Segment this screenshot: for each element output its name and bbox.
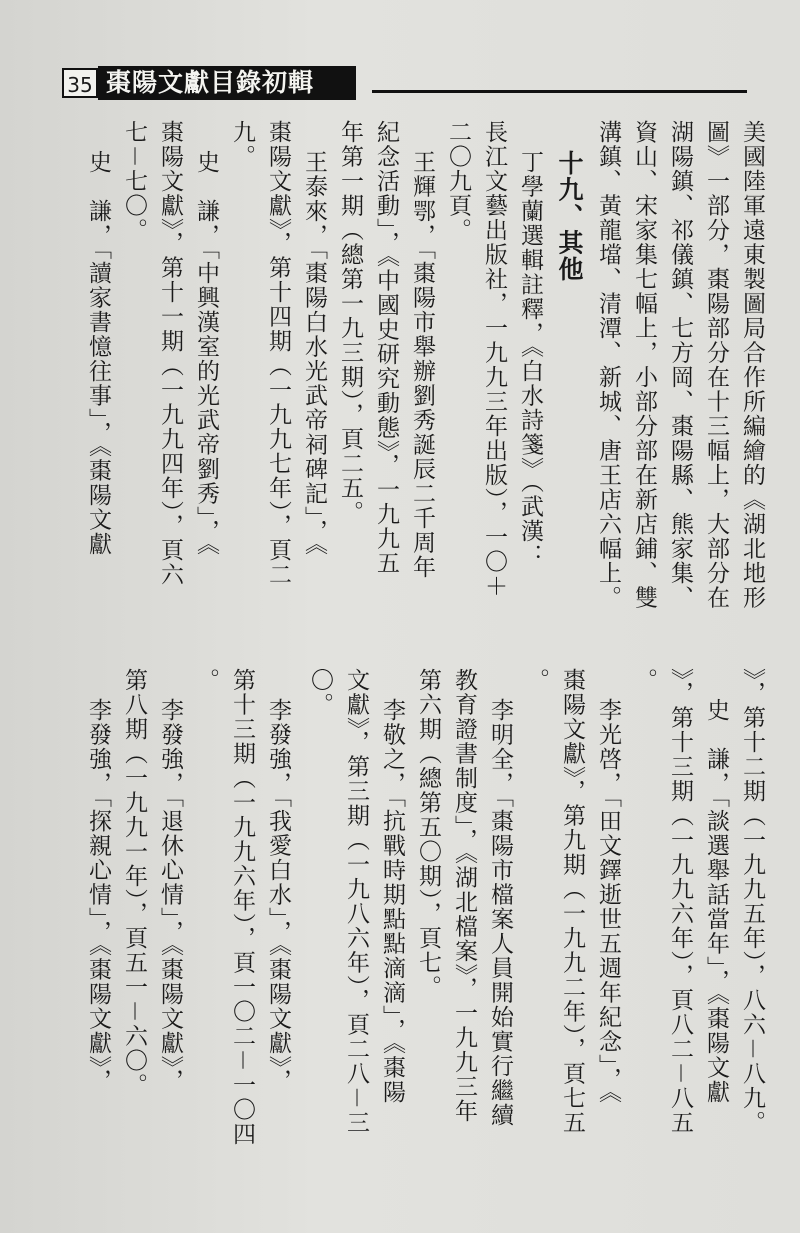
text-column: 丁學蘭選輯註釋，《白水詩箋》（武漢： [517,150,543,568]
text-column: 第六期（總第五〇期），頁七。 [415,668,441,1000]
text-column: 。 [631,668,657,693]
text-column: 〇。 [307,668,333,717]
running-title: 棗陽文獻目錄初輯 [98,66,356,100]
text-column: 湖陽鎮、祁儀鎮、七方岡、棗陽縣、熊家集、 [667,120,693,610]
text-column: 李明全，「棗陽市檔案人員開始實行繼續 [487,698,513,1128]
text-column: 紀念活動」，《中國史研究動態》，一九九五 [373,120,399,576]
text-column: 第十三期（一九九六年），頁一〇二－一〇四 [229,668,255,1147]
text-column: 王泰來，「棗陽白水光武帝祠碑記」，《 [301,150,327,557]
header-rule [372,90,747,93]
text-column: 棗陽文獻》，第十四期（一九九七年），頁二 [265,120,291,587]
text-column: 七－七〇。 [121,120,147,243]
text-column: 九。 [229,120,255,169]
text-column: 。 [193,668,219,693]
text-column: 史 謙，「讀家書憶往事」，《棗陽文獻 [85,150,111,557]
text-column: 二〇九頁。 [445,120,471,243]
text-column: 文獻》，第三期（一九八六年），頁二八－三 [343,668,369,1135]
text-column: 年第一期（總第一九三期），頁二五。 [337,120,363,525]
text-column: 李敬之，「抗戰時期點點滴滴」，《棗陽 [379,698,405,1105]
text-column: 圖》一部分，棗陽部分在十三幅上，大部分在 [703,120,729,610]
text-column: 史 謙，「談選舉話當年」，《棗陽文獻 [703,698,729,1105]
text-column: 李發強，「退休心情」，《棗陽文獻》， [157,698,183,1093]
text-column: 。 [523,668,549,693]
page-number: 35 [62,68,98,98]
text-column: 第八期（一九九一年），頁五一－六〇。 [121,668,147,1098]
text-column: 李發強，「我愛白水」，《棗陽文獻》， [265,698,291,1093]
text-column: 史 謙，「中興漢室的光武帝劉秀」，《 [193,150,219,557]
text-column: 李光啓，「田文鐸逝世五週年紀念」，《 [595,698,621,1105]
text-column: 棗陽文獻》，第九期（一九九二年），頁七五 [559,668,585,1135]
text-column: 》，第十三期（一九九六年），頁八二－八五 [667,668,693,1135]
text-column: 》，第十二期（一九九五年），八六－八九。 [739,668,765,1135]
text-column: 美國陸軍遠東製圖局合作所編繪的《湖北地形 [739,120,765,610]
text-column: 教育證書制度」，《湖北檔案》，一九九三年 [451,668,477,1124]
text-column: 李發強，「探親心情」，《棗陽文獻》， [85,698,111,1093]
text-column: 長江文藝出版社，一九九三年出版），一〇＋ [481,120,507,599]
text-column: 王輝鄂，「棗陽市舉辦劉秀誕辰二千周年 [409,150,435,580]
text-column: 溝鎮、黃龍壋、清潭、新城、唐王店六幅上。 [595,120,621,610]
section-heading: 十九、其他 [555,150,584,283]
text-column: 資山、宋家集七幅上，小部分部在新店鋪、雙 [631,120,657,610]
text-column: 棗陽文獻》，第十一期（一九九四年），頁六 [157,120,183,587]
